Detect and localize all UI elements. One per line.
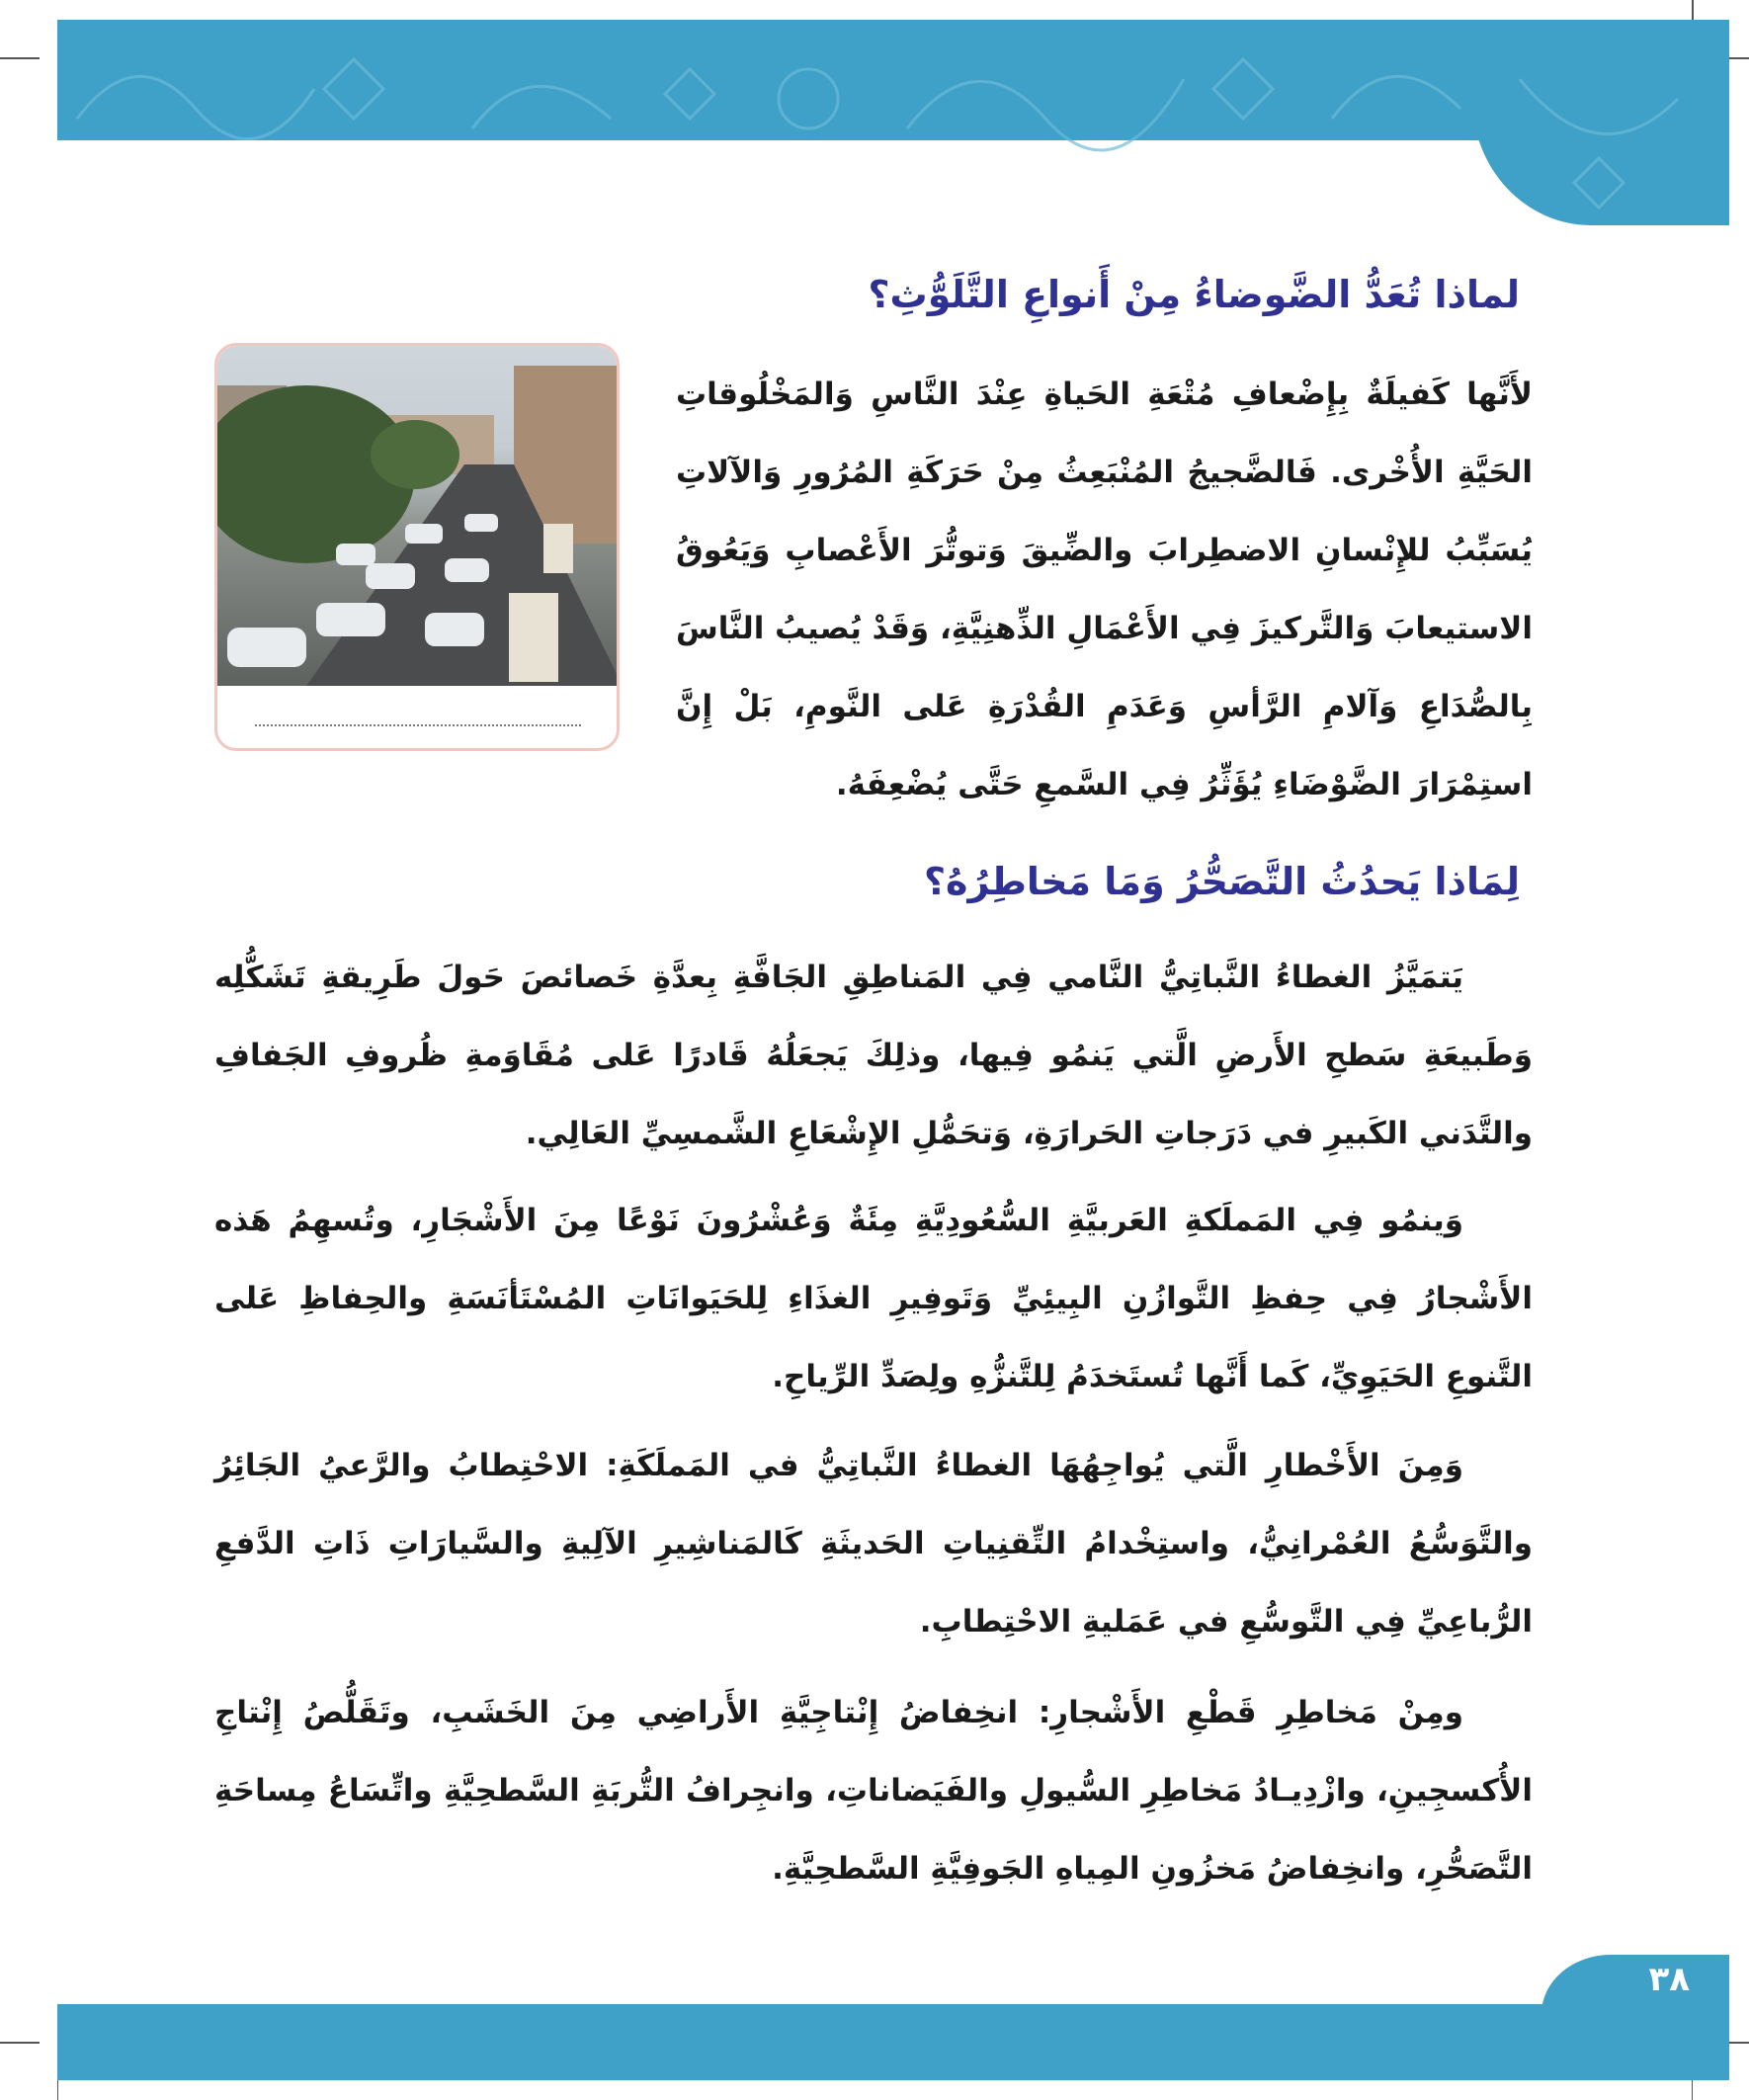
section-heading-desertification: لِمَاذا يَحدُثُ التَّصَحُّرُ وَمَا مَخاطِرُهُ؟ [923,860,1520,903]
paragraph-noise: لأَنَّها كَفيلَةٌ بِإِضْعافِ مُتْعَةِ الحَياةِ عِنْدَ النَّاسِ وَالمَخْلُوقاتِ الحَيَّةِ الأُخْرى. فَالضَّجيجُ المُنْبَعِثُ مِنْ حَرَكَةِ المُرُورِ وَالآلاتِ يُسَبِّبُ للإِنْسانِ الاضطِرابَ والضِّيقَ وَتوتُّرَ الأَعْصابِ وَيَعُوقُ الاستيعابَ وَالتَّركيزَ فِي الأَعْمَالِ الذِّهنِيَّةِ، وَقَدْ يُصيبُ النَّاسَ بِالصُّدَاعِ وَآلامِ الرَّأسِ وَعَدَمِ القُدْرَةِ عَلى النَّومِ، بَلْ إِنَّ استِمْرَارَ الضَّوْضَاءِ يُؤَثِّرُ فِي السَّمعِ حَتَّى يُضْعِفَهُ. [676,377,1533,802]
crop-mark [0,2042,40,2044]
caption-placeholder-line [255,724,581,726]
paragraph-tree-cutting-risks: ومِنْ مَخاطِرِ قَطْعِ الأَشْجارِ: انخِفاضُ إِنْتاجِيَّةِ الأَراضِي مِنَ الخَشَبِ، وتَقَلُّصُ إِنْتاجِ الأُكسجِينِ، وازْدِيـادُ مَخاطِرِ السُّيولِ والفَيَضاناتِ، وانجِرافُ التُّربَةِ السَّطحِيَّةِ واتِّسَاعُ مِساحَةِ التَّصَحُّرِ، وانخِفاضُ مَخزُونِ المِياهِ الجَوفِيَّةِ السَّطحِيَّةِ. [214,1695,1533,1887]
paragraph-vegetation: يَتمَيَّزُ الغطاءُ النَّباتِيُّ النَّامي فِي المَناطِقِ الجَافَّةِ بِعدَّةِ خَصائصَ حَولَ طَرِيقةِ تَشَكُّلِه وَطَبيعَةِ سَطحِ الأَرضِ الَّتي يَنمُو فِيها، وذلِكَ يَجعَلُهُ قَادرًا عَلى مُقَاوَمةِ ظُروفِ الجَفافِ والتَّدَني الكَبيرِ في دَرَجاتِ الحَرارَةِ، وَتحَمُّلِ الإِشْعَاعِ الشَّمسِيِّ العَالِي. [214,960,1533,1151]
traffic-photo [217,346,620,686]
paragraph-dangers: وَمِنَ الأَخْطارِ الَّتي يُواجِهُهَا الغطاءُ النَّباتِيُّ في المَملَكَةِ: الاحْتِطابُ والرَّعيُ الجَائِرُ والتَّوَسُّعُ العُمْرانِيُّ، واستِخْدامُ التِّقنِياتِ الحَديثَةِ كَالمَناشِيرِ الآلِيةِ والسَّيارَاتِ ذَاتِ الدَّفعِ الرُّباعِيِّ فِي التَّوسُّعِ في عَمَليةِ الاحْتِطابِ. [214,1448,1533,1639]
footer-band [57,2004,1729,2080]
page-number: ٣٨ [1648,1960,1690,1999]
paragraph-trees: وَينمُو فِي المَملَكةِ العَربيَّةِ السُّعُودِيَّةِ مِئَةٌ وَعُشْرُونَ نَوْعًا مِنَ الأَشْجَارِ، وتُسهِمُ هَذه الأَشْجارُ فِي حِفظِ التَّوازُنِ البِيئِيِّ وَتَوفِيرِ الغذَاءِ لِلحَيَوانَاتِ المُسْتَأنَسَةِ والحِفاظِ عَلى التَّنوعِ الحَيَوِيِّ، كَما أَنَّها تُستَخدَمُ لِلتَّنزُّهِ ولِصَدِّ الرِّياحِ. [214,1203,1533,1394]
photo-card [214,343,620,751]
section-heading-noise: لماذا تُعَدُّ الضَّوضاءُ مِنْ أَنواعِ التَّلَوُّثِ؟ [868,273,1520,316]
header-pattern [57,20,1729,225]
crop-mark [1692,0,1694,20]
crop-mark [0,57,40,59]
